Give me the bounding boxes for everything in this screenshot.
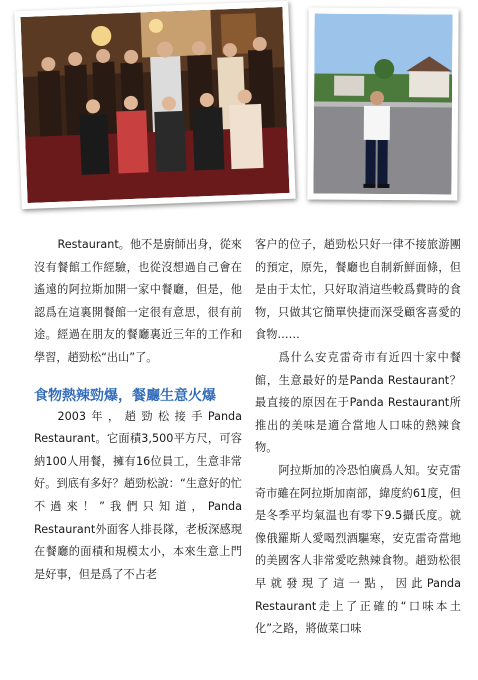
section-heading: 食物熱辣勁爆，餐廳生意火爆	[34, 387, 216, 404]
right-paragraph-2: 爲什么安克雷奇市有近四十家中餐館，生意最好的是Panda Restaurant？最直接的原因在于Panda Restaurant所推出的美味是適合當地人口味的熱辣食物。	[255, 350, 461, 455]
left-paragraph-2: 2003年，趙勁松接手Panda Restaurant。它面積3,500平方尺，可容納100人用餐，擁有16位員工，生意非常好。到底有多好？趙勁松說：“生意好的忙不過來！”我們只知道，Panda Restaurant外面客人排長隊，老板深感現在餐廳的面積和規模太小，本來生意上門是好事，但是爲了不占老	[34, 409, 242, 581]
portrait-photo-image	[313, 14, 452, 195]
right-paragraph-1: 客户的位子，趙勁松只好一律不接旅游團的預定，原先，餐廳也自制新鮮面條，但是由于太忙，只好取消這些較爲費時的食物，只做其它簡單快捷而深受顧客喜愛的食物……	[255, 238, 461, 342]
left-paragraph-1: Restaurant。他不是廚師出身，從來沒有餐館工作經驗，也從沒想過自己會在遙遠的阿拉斯加開一家中餐廳，但是，他認爲在這裏開餐館一定很有意思，很有前途。經過在朋友的餐廳裏近三年的工作和學習，趙勁松“出山”了。	[34, 238, 242, 364]
left-column	[34, 234, 242, 586]
right-column	[255, 234, 461, 641]
right-paragraph-3: 阿拉斯加的冷恐怕廣爲人知。安克雷奇市雖在阿拉斯加南部，緯度約61度，但是冬季平均氣温也有零下9.5攝氏度。就像俄羅斯人愛喝烈酒驅寒，安克雷奇當地的美國客人非常愛吃熱辣食物。趙勁松很早就發現了這一點，因此Panda Restaurant走上了正確的“口味本土化”之路，將做菜口味	[255, 463, 461, 636]
portrait-photo	[307, 7, 458, 200]
group-photo	[14, 1, 295, 209]
group-photo-image	[21, 7, 290, 203]
